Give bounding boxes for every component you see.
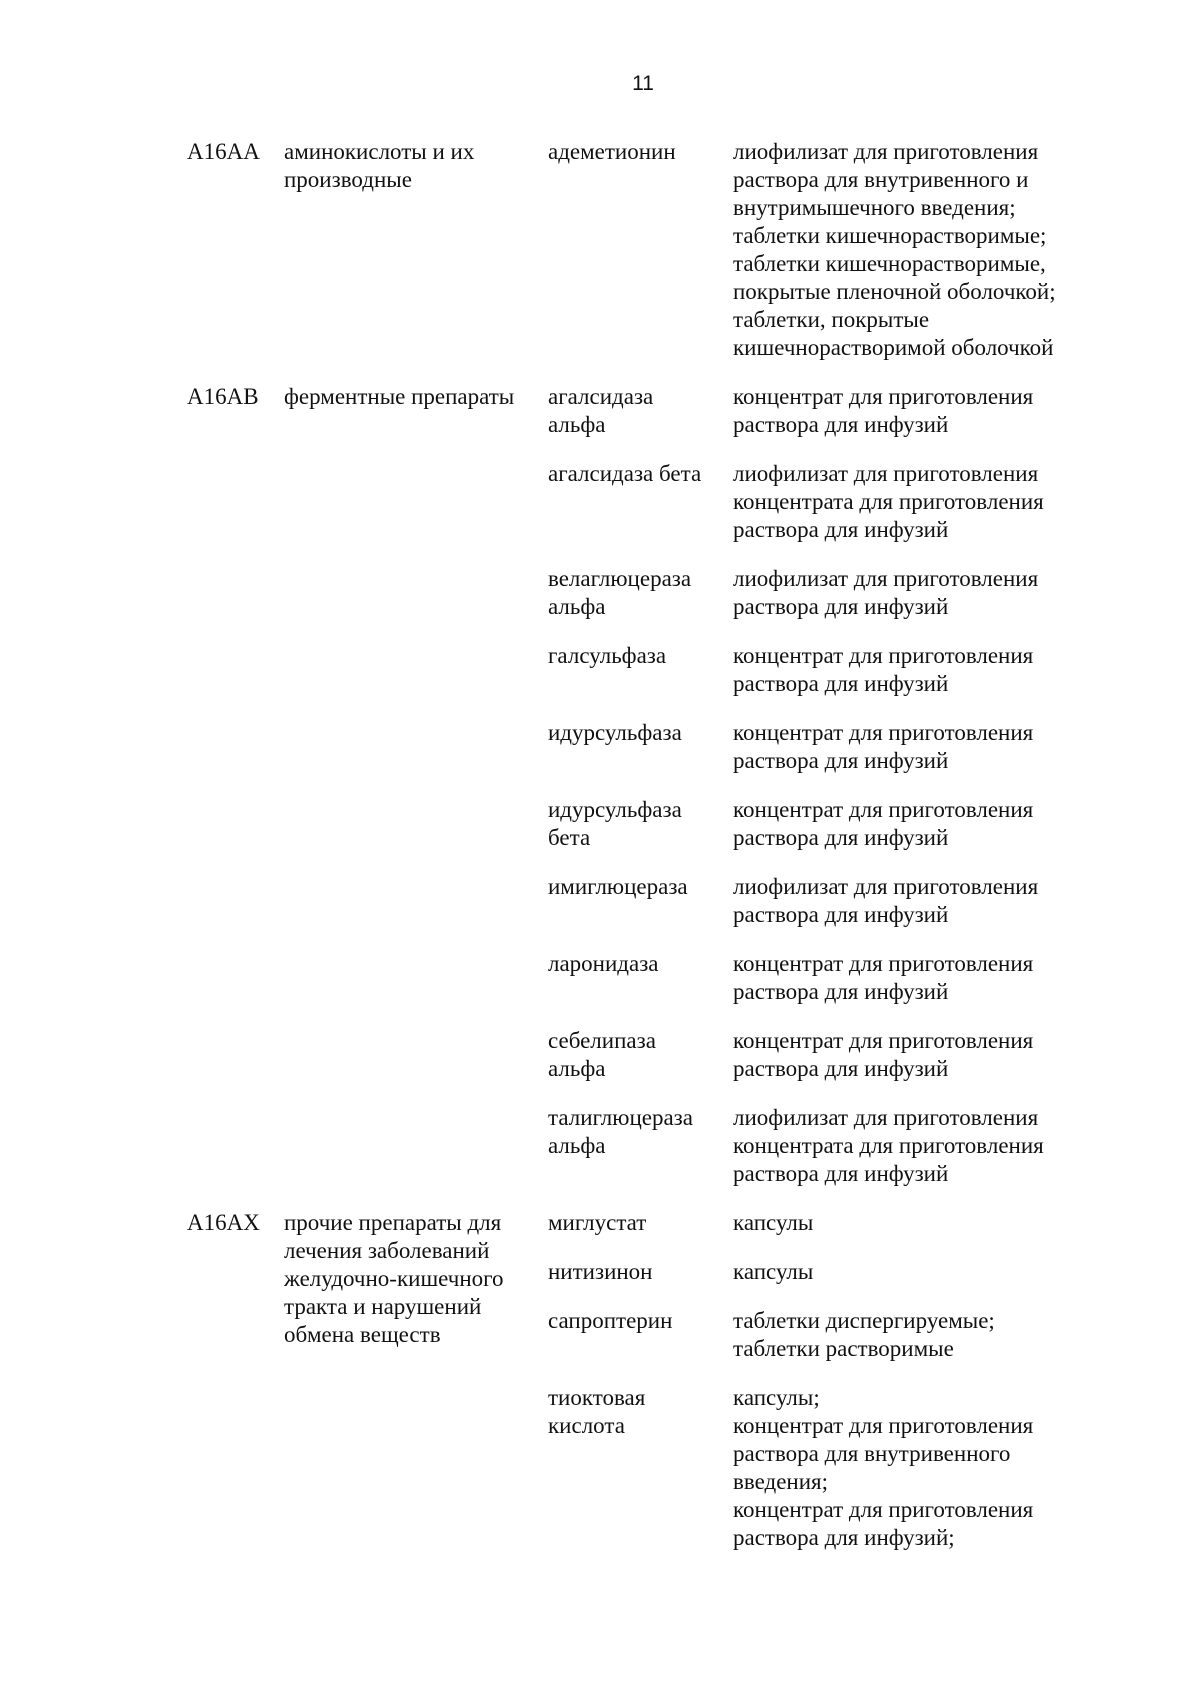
drug-dosage-forms: концентрат для приготовления раствора для инфузий [733,720,1034,773]
drug-dosage-forms: концентрат для приготовления раствора для инфузий [733,384,1034,437]
drug-dosage-forms: концентрат для приготовления раствора для инфузий [733,797,1034,850]
drug-dosage-forms: капсулы; концентрат для приготовления раствора для внутривенного введения; концентрат для приготовления раствора для инфузий; [733,1385,1034,1550]
drug-inn: талиглюцераза альфа [548,1105,693,1158]
drug-dosage-forms: концентрат для приготовления раствора для инфузий [733,643,1034,696]
drug-inn: галсульфаза [548,643,667,668]
drug-dosage-forms: концентрат для приготовления раствора для инфузий [733,951,1034,1004]
drug-inn: идурсульфаза бета [548,797,682,850]
atc-code: A16AA [187,139,260,164]
drug-inn: ларонидаза [548,951,659,976]
drug-dosage-forms: лиофилизат для приготовления раствора для внутривенного и внутримышечного введения; таблетки кишечнорастворимые; таблетки кишечнорастворимые, покрытые пленочной оболочкой; таблетки, покрытые кишечнорастворимой оболочкой [733,139,1056,360]
drug-dosage-forms: лиофилизат для приготовления концентрата для приготовления раствора для инфузий [733,1105,1044,1186]
drug-inn: агалсидаза альфа [548,384,654,437]
atc-group-name: ферментные препараты [284,384,515,409]
atc-group-name: прочие препараты для лечения заболеваний желудочно-кишечного тракта и нарушений обмена веществ [284,1210,504,1347]
drug-inn: сапроптерин [548,1308,673,1333]
drug-inn: адеметионин [548,139,676,164]
page-number: 11 [632,72,654,95]
drug-inn: миглустат [548,1210,647,1235]
drug-inn: себелипаза альфа [548,1028,656,1081]
drug-dosage-forms: капсулы [733,1210,814,1235]
atc-group-name: аминокислоты и их производные [284,139,475,192]
drug-dosage-forms: таблетки диспергируемые; таблетки растворимые [733,1308,995,1361]
atc-code: A16AX [187,1210,260,1235]
drug-inn: тиоктовая кислота [548,1385,646,1438]
drug-dosage-forms: лиофилизат для приготовления раствора для инфузий [733,566,1039,619]
drug-inn: идурсульфаза [548,720,682,745]
drug-inn: агалсидаза бета [548,461,702,486]
drug-dosage-forms: капсулы [733,1259,814,1284]
drug-inn: велаглюцераза альфа [548,566,692,619]
drug-dosage-forms: лиофилизат для приготовления концентрата для приготовления раствора для инфузий [733,461,1044,542]
drug-inn: имиглюцераза [548,874,688,899]
drug-dosage-forms: концентрат для приготовления раствора для инфузий [733,1028,1034,1081]
atc-code: A16AB [187,384,259,409]
drug-dosage-forms: лиофилизат для приготовления раствора для инфузий [733,874,1039,927]
drug-inn: нитизинон [548,1259,653,1284]
